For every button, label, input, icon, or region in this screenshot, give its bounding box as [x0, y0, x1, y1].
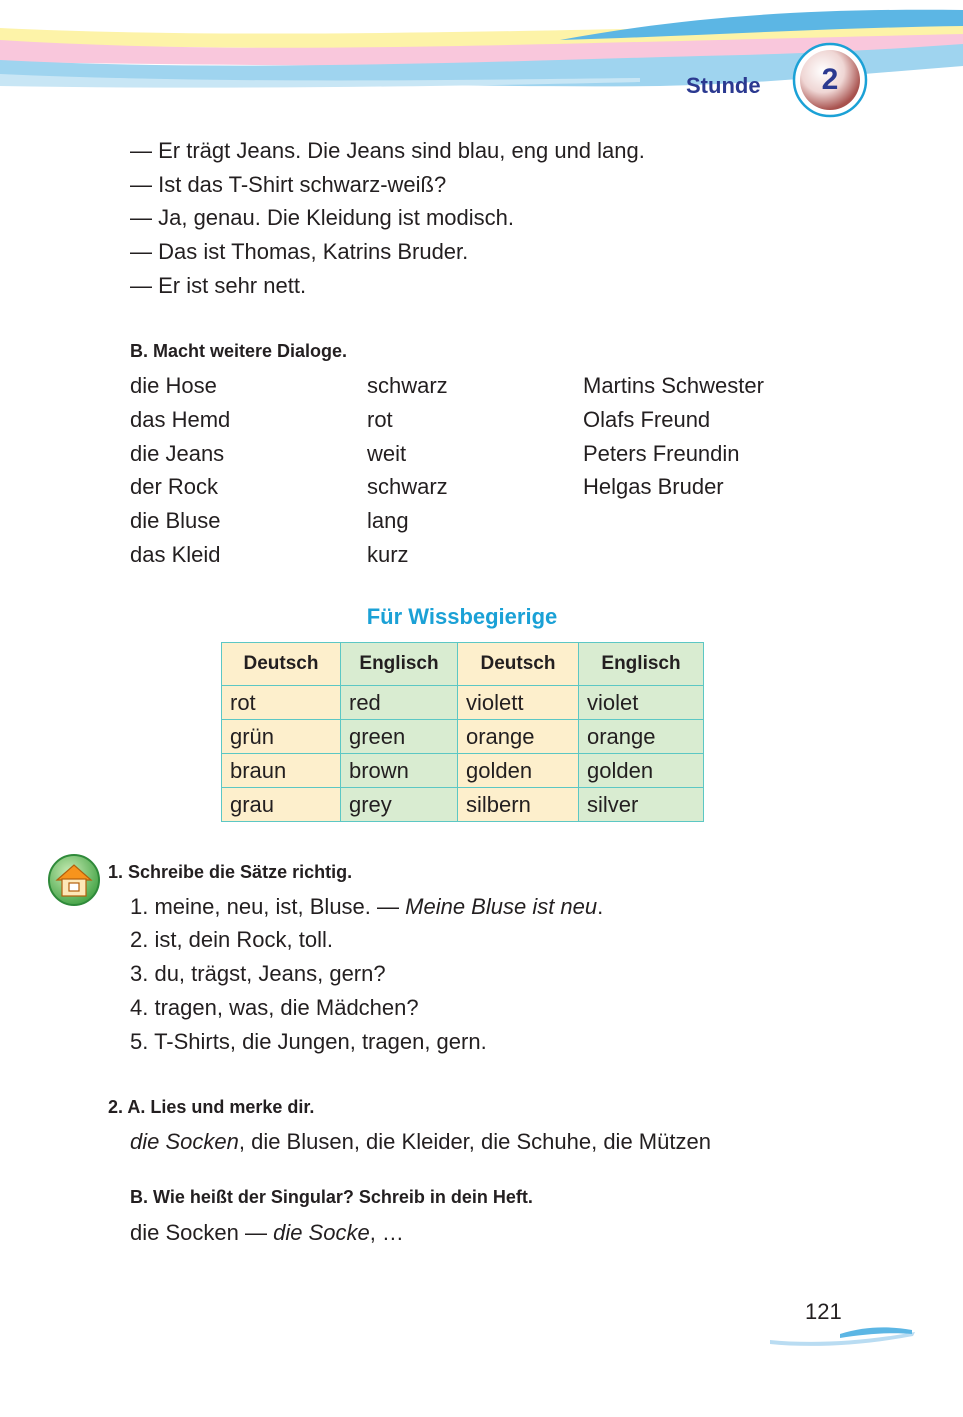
table-row: [222, 754, 704, 788]
vocab-table: [221, 642, 704, 822]
column-header: Deutsch: [458, 643, 579, 686]
homework-item: 4. tragen, was, die Mädchen?: [130, 995, 419, 1020]
person-item: Helgas Bruder: [583, 474, 724, 499]
dialog-line: — Ist das T-Shirt schwarz-weiß?: [130, 172, 447, 197]
table-row: [222, 720, 704, 754]
clothes-item: das Kleid: [130, 542, 221, 567]
exercise-2a-heading: 2. A. Lies und merke dir.: [108, 1097, 315, 1117]
clothes-item: der Rock: [130, 474, 219, 499]
table-cell: brown: [341, 754, 458, 788]
house-icon: [47, 853, 101, 907]
adjective-item: kurz: [367, 542, 409, 567]
vocab-header-row: [222, 643, 704, 686]
plural-rest: , die Blusen, die Kleider, die Schuhe, die Mützen: [238, 1129, 711, 1154]
table-cell: golden: [579, 754, 704, 788]
table-cell: golden: [458, 754, 579, 788]
table-cell: grün: [222, 720, 341, 754]
table-cell: braun: [222, 754, 341, 788]
homework-item: 2. ist, dein Rock, toll.: [130, 927, 333, 952]
exercise-2b-heading: B. Wie heißt der Singular? Schreib in dein Heft.: [130, 1187, 533, 1207]
item-punct: .: [597, 894, 604, 919]
table-cell: violet: [579, 686, 704, 720]
singular-example: [130, 1216, 404, 1250]
homework-item: [130, 890, 603, 924]
column-header: Deutsch: [222, 643, 341, 686]
clothes-item: das Hemd: [130, 407, 231, 432]
exercise-b-heading: B. Macht weitere Dialoge.: [130, 341, 348, 361]
table-cell: rot: [222, 686, 341, 720]
homework-item: 5. T-Shirts, die Jungen, tragen, gern.: [130, 1029, 487, 1054]
table-cell: silver: [579, 788, 704, 822]
dialog-line: — Er ist sehr nett.: [130, 273, 307, 298]
adjective-item: schwarz: [367, 373, 448, 398]
item-text: 1. meine, neu, ist, Bluse. —: [130, 894, 406, 919]
item-answer: Meine Bluse ist neu: [405, 894, 598, 919]
homework-item: 3. du, trägst, Jeans, gern?: [130, 961, 386, 986]
example-answer: die Socke: [273, 1220, 370, 1245]
table-cell: orange: [579, 720, 704, 754]
table-cell: orange: [458, 720, 579, 754]
adjective-item: weit: [367, 441, 407, 466]
adjective-item: rot: [367, 407, 393, 432]
stunde-label: Stunde: [686, 73, 761, 98]
table-row: [222, 686, 704, 720]
example-text: die Socken —: [130, 1220, 274, 1245]
table-cell: grey: [341, 788, 458, 822]
clothes-item: die Bluse: [130, 508, 221, 533]
table-cell: red: [341, 686, 458, 720]
person-item: Peters Freundin: [583, 441, 740, 466]
table-cell: silbern: [458, 788, 579, 822]
adjective-item: schwarz: [367, 474, 448, 499]
example-tail: , …: [369, 1220, 404, 1245]
lesson-number: 2: [821, 63, 839, 96]
person-item: Martins Schwester: [583, 373, 764, 398]
plural-example: die Socken: [130, 1129, 239, 1154]
footer-wave: [770, 1322, 915, 1352]
column-header: Englisch: [341, 643, 458, 686]
table-row: [222, 788, 704, 822]
plural-words: [130, 1125, 711, 1159]
person-item: Olafs Freund: [583, 407, 711, 432]
vocab-title: Für Wissbegierige: [366, 604, 558, 629]
clothes-item: die Jeans: [130, 441, 225, 466]
page-number: 121: [805, 1299, 842, 1324]
clothes-item: die Hose: [130, 373, 217, 398]
table-cell: green: [341, 720, 458, 754]
homework-heading: 1. Schreibe die Sätze richtig.: [108, 862, 353, 882]
column-header: Englisch: [579, 643, 704, 686]
dialog-line: — Das ist Thomas, Katrins Bruder.: [130, 239, 469, 264]
dialog-line: — Ja, genau. Die Kleidung ist modisch.: [130, 205, 514, 230]
dialog-line: — Er trägt Jeans. Die Jeans sind blau, eng und lang.: [130, 138, 645, 163]
table-cell: grau: [222, 788, 341, 822]
table-cell: violett: [458, 686, 579, 720]
adjective-item: lang: [367, 508, 409, 533]
